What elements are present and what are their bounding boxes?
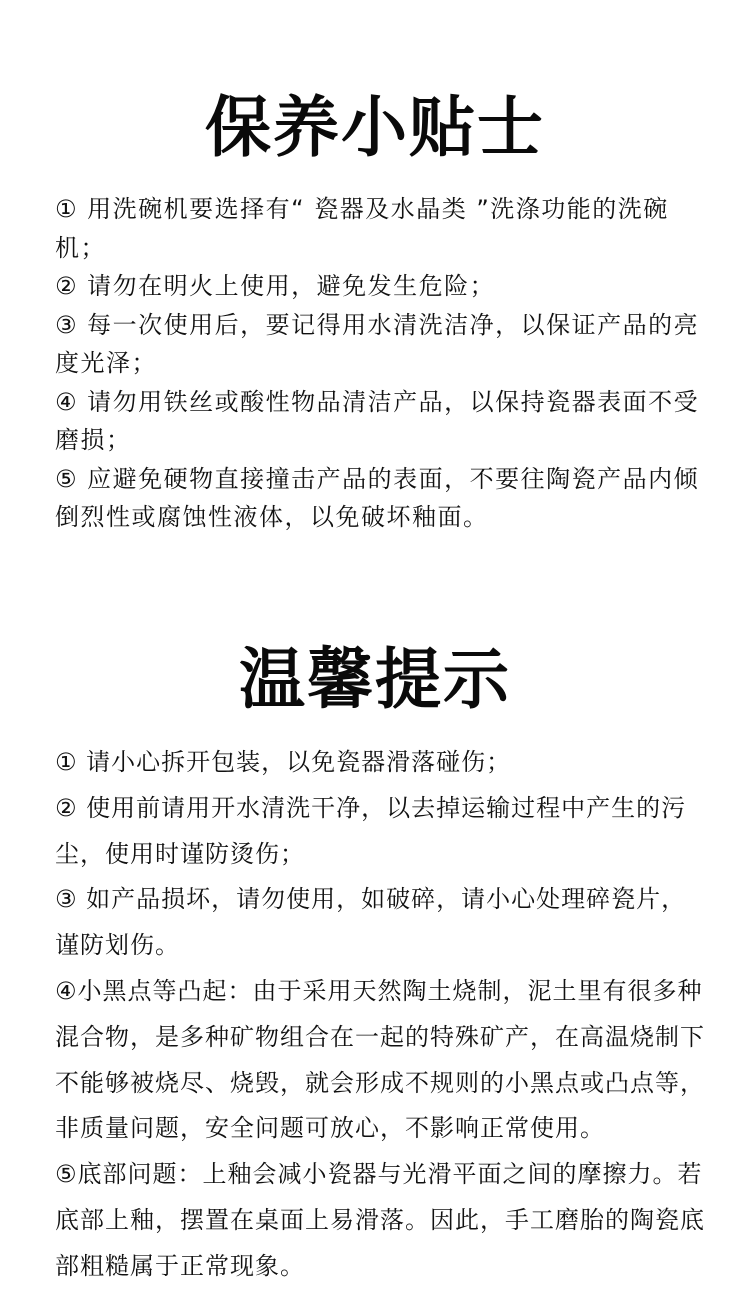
reminder-1: ① 请小心拆开包装，以免瓷器滑落碰伤； [55, 748, 512, 776]
warm-reminder-title: 温馨提示 [239, 641, 511, 718]
reminder-2: ② 使用前请用开水清洗干净，以去掉运输过程中产生的污尘，使用时谨防烫伤； [55, 793, 687, 868]
care-tip-3: ③ 每一次使用后，要记得用水清洗洁净，以保证产品的亮度光泽； [55, 310, 700, 377]
care-tip-2: ② 请勿在明火上使用，避免发生危险； [55, 272, 496, 300]
reminder-5: ⑤底部问题：上釉会减小瓷器与光滑平面之间的摩擦力。若底部上釉，摆置在桌面上易滑落。因此，手工磨胎的陶瓷底部粗糙属于正常现象。 [55, 1160, 705, 1280]
care-tip-5: ⑤ 应避免硬物直接撞击产品的表面，不要往陶瓷产品内倾倒烈性或腐蚀性液体，以免破坏釉面。 [55, 464, 700, 531]
care-tip-1: ① 用洗碗机要选择有“ 瓷器及水晶类 ”洗涤功能的洗碗机； [55, 195, 669, 262]
reminder-4: ④小黑点等凸起：由于采用天然陶土烧制，泥土里有很多种混合物，是多种矿物组合在一起的特殊矿产，在高温烧制下不能够被烧尽、烧毁，就会形成不规则的小黑点或凸点等，非质量问题，安全问题可放心，不影响正常使用。 [55, 976, 705, 1143]
reminder-3: ③ 如产品损坏，请勿使用，如破碎，请小心处理碎瓷片，谨防划伤。 [55, 885, 687, 960]
care-tips-title: 保养小贴士 [205, 89, 545, 166]
care-tips-list [55, 190, 710, 537]
care-tip-4: ④ 请勿用铁丝或酸性物品清洁产品，以保持瓷器表面不受磨损； [55, 387, 700, 454]
warm-reminder-list [55, 740, 710, 1290]
